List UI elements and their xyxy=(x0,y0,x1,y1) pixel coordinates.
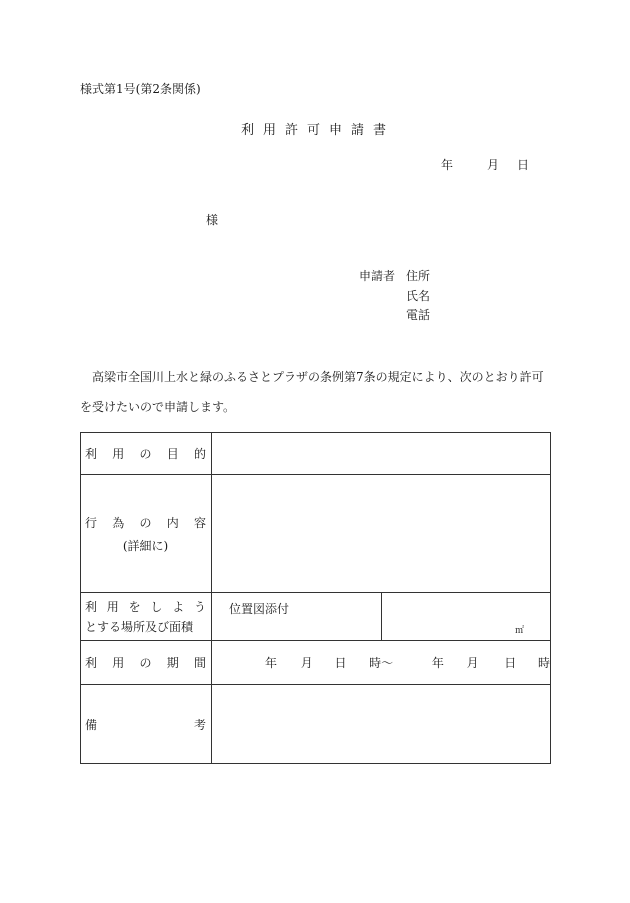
applicant-address-label: 住所 xyxy=(406,269,431,283)
period-hour-end: 時 xyxy=(537,656,550,670)
period-day-end: 日 xyxy=(504,656,517,670)
period-hour-start: 時〜 xyxy=(369,656,394,670)
date-month: 月 xyxy=(487,158,500,172)
period-year-start: 年 xyxy=(265,656,278,670)
period-year-end: 年 xyxy=(431,656,444,670)
square-meter-unit: ㎡ xyxy=(514,626,524,636)
period-field[interactable] xyxy=(212,641,551,685)
period-day-start: 日 xyxy=(334,656,347,670)
date-day: 日 xyxy=(517,158,530,172)
area-field[interactable] xyxy=(381,593,551,641)
purpose-label: 利 用 の 目 的 xyxy=(81,433,212,475)
application-statement: 高梁市全国川上水と緑のふるさとプラザの条例第7条の規定により、次のとおり許可を受けたいので申請します。 xyxy=(80,370,544,414)
remarks-label: 備 考 xyxy=(81,685,212,764)
addressee-honorific: 様 xyxy=(206,213,219,227)
content-field[interactable] xyxy=(212,475,551,593)
applicant-label: 申請者 xyxy=(359,269,396,283)
period-month-end: 月 xyxy=(466,656,479,670)
place-row xyxy=(81,593,551,641)
application-table xyxy=(80,432,551,764)
purpose-field[interactable] xyxy=(212,433,551,475)
content-sublabel: (詳細に) xyxy=(122,538,169,553)
purpose-row xyxy=(81,433,551,475)
document-title: 利用許可申請書 xyxy=(240,123,395,138)
period-row xyxy=(81,641,551,685)
content-row xyxy=(81,475,551,593)
remarks-row xyxy=(81,685,551,764)
applicant-name-label: 氏名 xyxy=(406,289,431,303)
date-line xyxy=(441,156,529,173)
location-map-note: 位置図添付 xyxy=(229,602,290,616)
form-number: 様式第1号(第2条関係) xyxy=(80,82,201,96)
content-label: 行 為 の 内 容 (詳細に) xyxy=(81,475,212,593)
period-label: 利 用 の 期 間 xyxy=(81,641,212,685)
remarks-field[interactable] xyxy=(212,685,551,764)
place-label: 利 用 を し よ う とする場所及び面積 xyxy=(81,593,212,641)
period-month-start: 月 xyxy=(300,656,313,670)
applicant-phone-label: 電話 xyxy=(406,308,431,322)
place-note-cell[interactable] xyxy=(212,593,382,641)
date-year: 年 xyxy=(441,158,454,172)
place-label-line2: とする場所及び面積 xyxy=(85,620,194,634)
